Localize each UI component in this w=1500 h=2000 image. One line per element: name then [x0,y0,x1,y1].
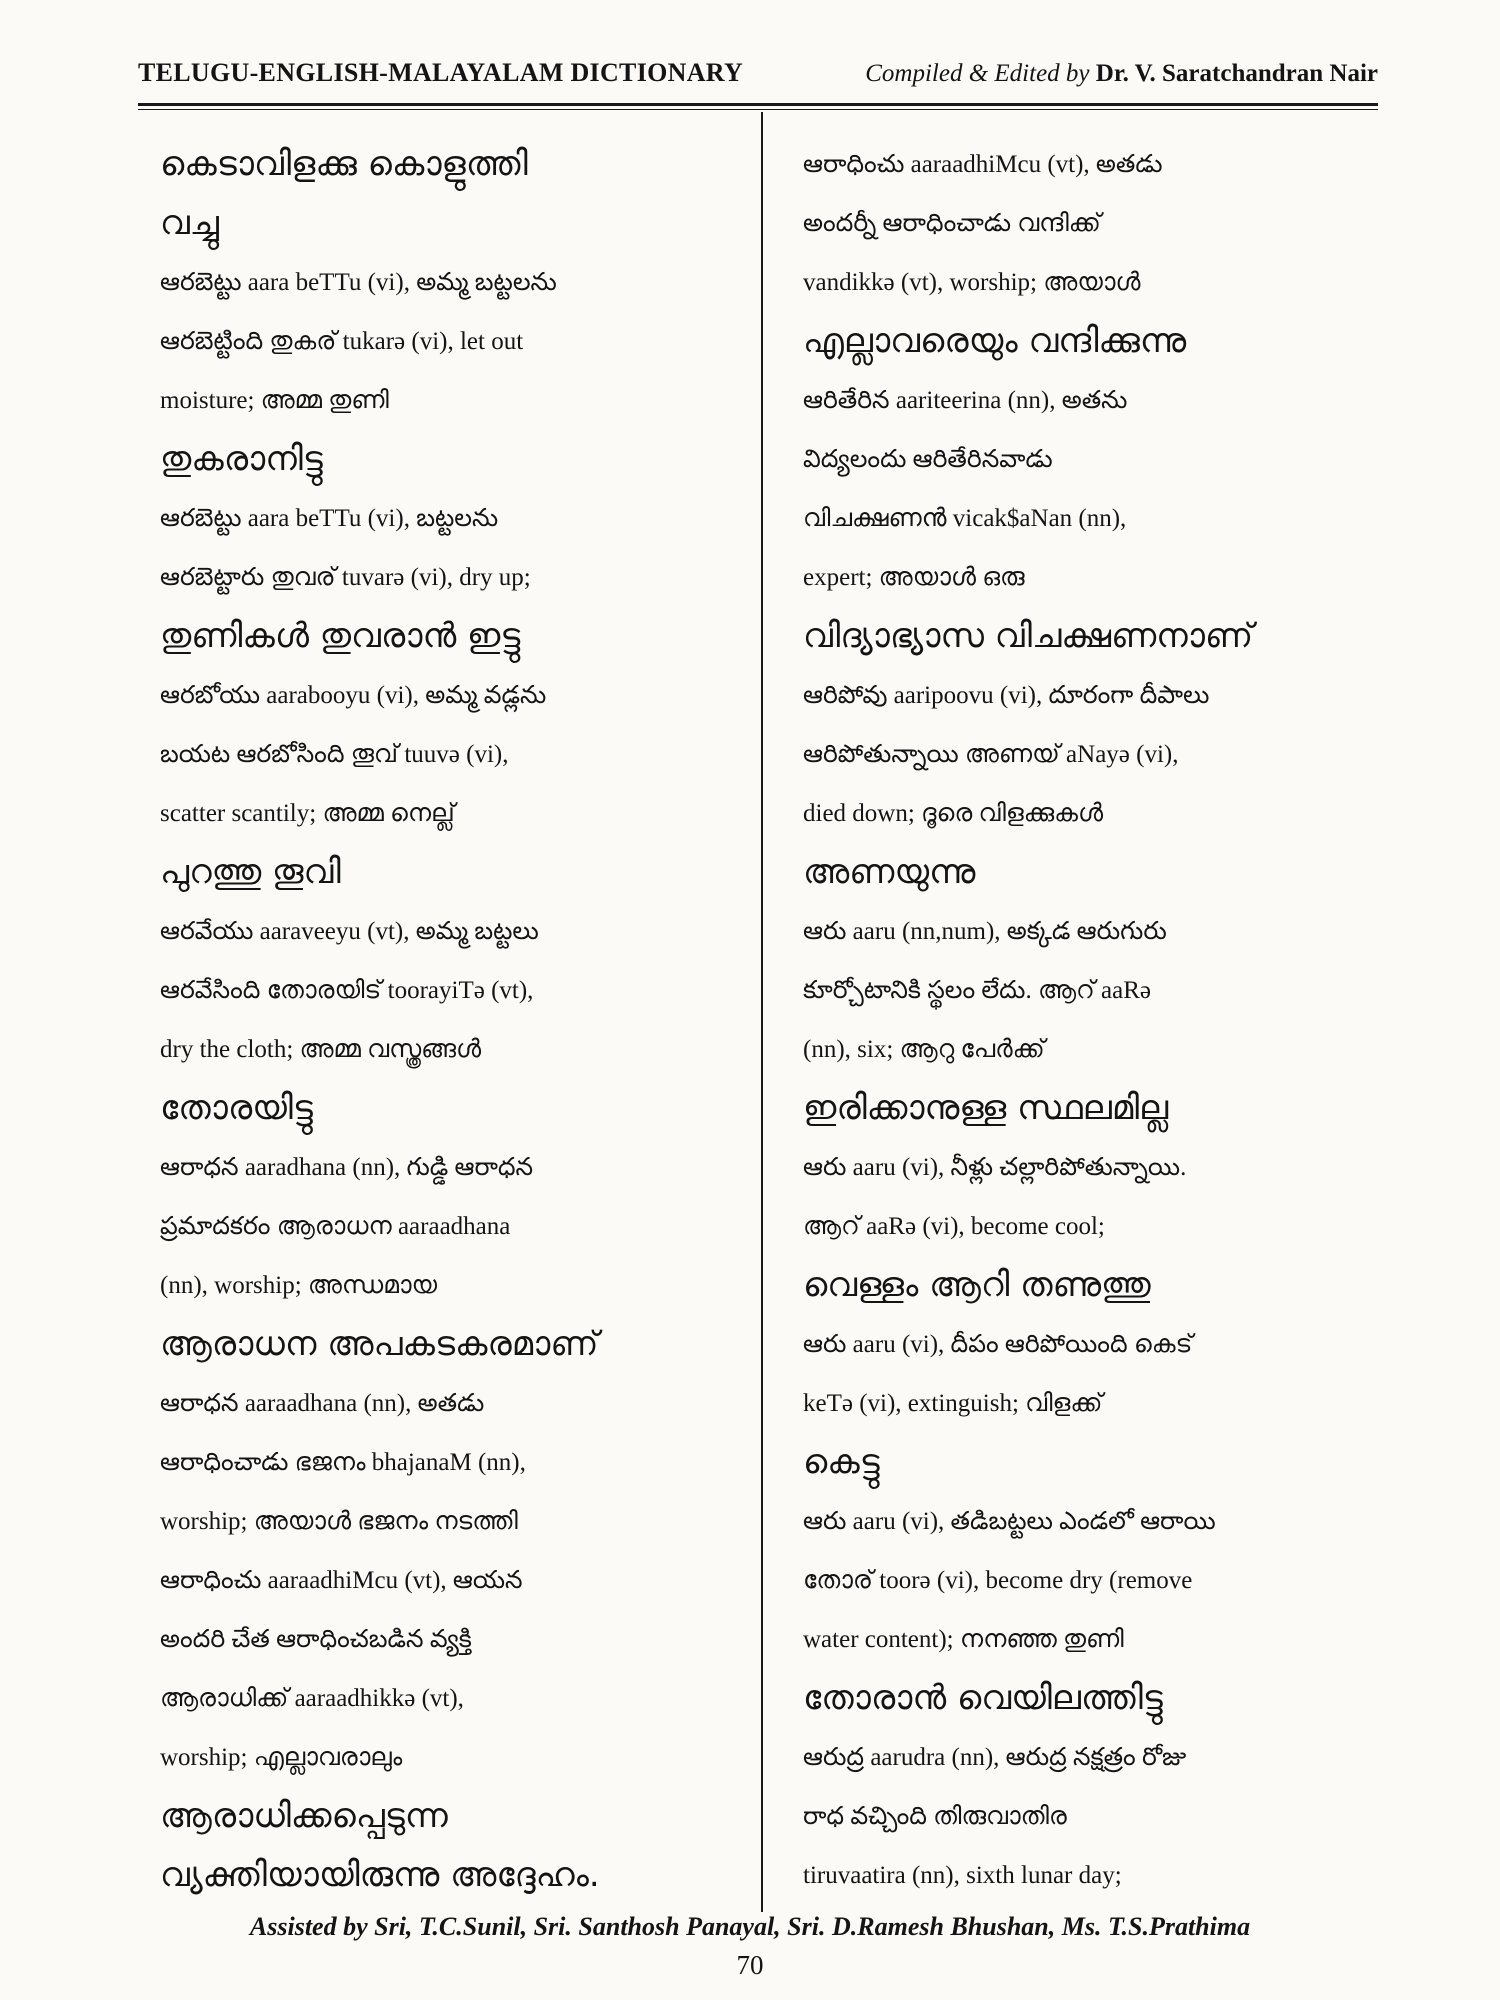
dictionary-line: tiruvaatira (nn), sixth lunar day; [803,1862,1122,1889]
dictionary-line: ఆరబోయు aarabooyu (vi), అమ్మ వడ్లను [160,682,547,709]
dictionary-line: തുണികൾ തുവരാൻ ഇട്ടു [160,616,521,656]
dictionary-line: ఆరాధించు aaraadhiMcu (vt), ఆయన [160,1567,523,1594]
dictionary-line: ఆరాధన aaradhana (nn), గుడ్డి ఆరాధన [160,1154,534,1181]
dictionary-line: ആരാധിക്ക് aaraadhikkə (vt), [160,1685,464,1712]
dictionary-line: expert; അയാൾ ഒരു [803,564,1025,591]
dictionary-line: keTə (vi), extinguish; വിളക്ക് [803,1390,1103,1417]
dictionary-line: കെടാവിളക്കു കൊളുത്തി [160,144,528,184]
dictionary-line: വ്യക്തിയായിരുന്നു അദ്ദേഹം. [160,1855,600,1895]
dictionary-title: TELUGU-ENGLISH-MALAYALAM DICTIONARY [138,58,744,87]
dictionary-line: water content); നനഞ്ഞ തുണി [803,1626,1124,1653]
dictionary-line: തോരാൻ വെയിലത്തിട്ടു [803,1678,1163,1718]
dictionary-line: worship; എല്ലാവരാലും [160,1744,403,1771]
dictionary-line: విద్యలందు ఆరితేరినవాడు [803,446,1053,473]
dictionary-line: ఆరు aaru (nn,num), అక్కడ ఆరుగురు [803,918,1167,945]
dictionary-line: moisture; അമ്മ തുണി [160,387,389,414]
dictionary-line: worship; അയാൾ ഭജനം നടത്തി [160,1508,518,1535]
dictionary-line: అందర్నీ ఆరాధించాడు വന്ദിക്ക് [803,210,1101,237]
dictionary-line: വച്ചു [160,203,219,243]
dictionary-line: ఆరిపోవు aaripoovu (vi), దూరంగా దీపాలు [803,682,1210,709]
dictionary-line: ఆరు aaru (vi), దీపం ఆరిపోయింది കെട് [803,1331,1193,1358]
dictionary-line: ആരാധിക്കപ്പെടുന്ന [160,1796,448,1836]
dictionary-line: ఆరాధించాడు ഭജനം bhajanaM (nn), [160,1449,526,1476]
dictionary-line: ఆరబెట్టు aara beTTu (vi), అమ్మ బట్టలను [160,269,557,296]
dictionary-line: ఆరబెట్టు aara beTTu (vi), బట్టలను [160,505,499,532]
dictionary-line: വിചക്ഷണൻ vicak$aNan (nn), [803,505,1127,532]
dictionary-line: ഇരിക്കാനുള്ള സ്ഥലമില്ല [803,1088,1169,1128]
dictionary-line: రాధ వచ్చింది തിരുവാതിര [803,1803,1067,1830]
dictionary-line: ആരാധന അപകടകരമാണ് [160,1324,599,1364]
dictionary-line: ఆరిపోతున్నాయి അണയ് aNayə (vi), [803,741,1179,768]
right-column [803,135,1378,1905]
dictionary-line: ఆరితేరిన aariteerina (nn), అతను [803,387,1128,414]
page-header [138,58,1378,94]
dictionary-line: ఆరవేసింది തോരയിട് toorayiTə (vt), [160,977,534,1004]
header-rule-thin [138,109,1378,110]
dictionary-line: ఆరుద్ర aarudra (nn), ఆరుద్ర నక్షత్రం రోజు [803,1744,1187,1771]
dictionary-line: എല്ലാവരെയും വന്ദിക്കുന്നു [803,321,1187,361]
dictionary-line: బయట ఆరబోసింది തൂവ് tuuvə (vi), [160,741,509,768]
page-number: 70 [736,1950,764,1980]
column-divider [761,112,763,1912]
header-rule [138,103,1378,106]
dictionary-line: కూర్చోటానికి స్థలం లేదు. ആറ് aaRə [803,977,1152,1004]
dictionary-line: ఆరవేయు aaraveeyu (vt), అమ్మ బట్టలు [160,918,539,945]
dictionary-line: തോരയിട്ടു [160,1088,313,1128]
footer-credit: Assisted by Sri, T.C.Sunil, Sri. Santhosh Panayal, Sri. D.Ramesh Bhushan, Ms. T.S.Prathima [249,1912,1251,1941]
dictionary-line: ప్రమాదకరం ആരാധന aaraadhana [160,1213,511,1240]
compiled-label: Compiled & Edited by [865,60,1090,87]
dictionary-line: തുകരാനിട്ടു [160,439,323,479]
dictionary-line: വെള്ളം ആറി തണുത്തു [803,1265,1151,1305]
left-column [160,135,735,1905]
dictionary-line: (nn), worship; അന്ധമായ [160,1272,438,1299]
dictionary-line: തോര് toorə (vi), become dry (remove [803,1567,1193,1594]
dictionary-line: (nn), six; ആറു പേർക്ക് [803,1036,1045,1063]
dictionary-line: scatter scantily; അമ്മ നെല്ല് [160,800,455,827]
dictionary-line: ఆరాధించు aaraadhiMcu (vt), అతడు [803,151,1163,178]
dictionary-line: പുറത്തു തൂവി [160,852,341,892]
dictionary-line: అందరి చేత ఆరాధించబడిన వ్యక్తి [160,1626,472,1653]
dictionary-line: ആറ് aaRə (vi), become cool; [803,1213,1105,1240]
compiler-name: Dr. V. Saratchandran Nair [1095,60,1378,87]
dictionary-line: ఆరబెట్టింది തുകര് tukarə (vi), let out [160,328,524,355]
dictionary-line: അണയുന്നു [803,852,976,892]
compiler-credit [865,60,1378,88]
dictionary-line: ఆరబెట్టారు തുവര് tuvarə (vi), dry up; [160,564,531,591]
dictionary-line: vandikkə (vt), worship; അയാൾ [803,269,1141,296]
dictionary-line: വിദ്യാഭ്യാസ വിചക്ഷണനാണ് [803,616,1254,656]
dictionary-line: dry the cloth; അമ്മ വസ്ത്രങ്ങൾ [160,1036,482,1063]
dictionary-line: ఆరు aaru (vi), నీళ్లు చల్లారిపోతున్నాయి. [803,1154,1187,1181]
dictionary-line: ఆరు aaru (vi), తడిబట్టలు ఎండలో ఆరాయి [803,1508,1216,1535]
dictionary-line: died down; ദൂരെ വിളക്കുകൾ [803,800,1104,827]
dictionary-line: കെട്ടു [803,1442,880,1482]
dictionary-line: ఆరాధన aaraadhana (nn), అతడు [160,1390,485,1417]
